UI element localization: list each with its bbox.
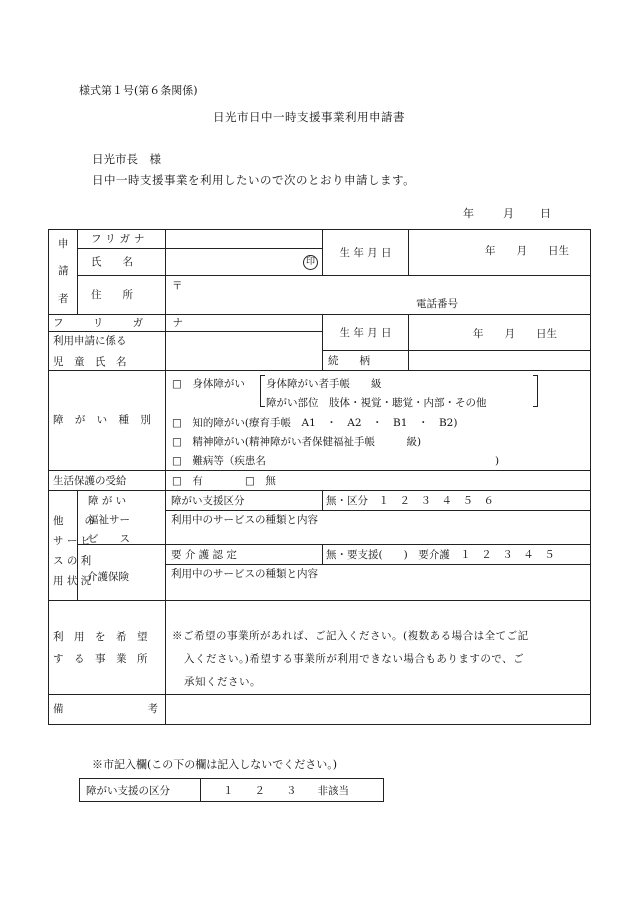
office-use-note: ※市記入欄(この下の欄は記入しないでください。)	[92, 758, 338, 771]
mental-checkbox[interactable]: □ 精神障がい(精神障がい者保健福祉手帳 級)	[172, 436, 422, 448]
page-title: 日光市日中一時支援事業利用申請書	[213, 110, 405, 124]
seal-mark: 印	[303, 255, 318, 270]
bracket-left	[260, 375, 265, 407]
applicant-furigana-field[interactable]	[166, 230, 323, 249]
disability-type-label: 障 が い 種 別	[49, 371, 166, 471]
disability-type-options	[166, 371, 591, 471]
date-month: 月	[503, 207, 514, 220]
intractable-close: )	[495, 455, 500, 467]
applicant-birth-field[interactable]: 年 月 日生	[409, 230, 591, 276]
welfare-yes-checkbox[interactable]: □ 有	[172, 475, 203, 487]
applicant-furigana-label: フリガナ	[78, 230, 166, 249]
support-category-label: 障がい支援区分	[166, 491, 323, 511]
applicant-name-label: 氏 名	[78, 249, 166, 276]
phone-label: 電話番号	[416, 298, 458, 310]
applicant-address-label: 住 所	[78, 276, 166, 315]
child-birth-field[interactable]: 年 月 日生	[409, 315, 591, 351]
addressee: 日光市長 様	[92, 152, 161, 166]
applicant-birth-label: 生 年 月 日	[323, 230, 409, 276]
postal-mark: 〒	[172, 280, 183, 292]
physical-book-grade: 身体障がい者手帳 級	[266, 378, 382, 390]
child-relation-label: 続 柄	[323, 351, 409, 371]
welfare-services-field[interactable]: 利用中のサービスの種類と内容	[166, 511, 591, 545]
child-name-field[interactable]	[166, 332, 323, 371]
desired-provider-label: 利 用 を 希 望 す る 事 業 所	[49, 601, 166, 695]
welfare-no-checkbox[interactable]: □ 無	[245, 475, 276, 487]
other-services-label: 他 の サ ー ビ ス の 利 用 状 況	[49, 491, 78, 601]
remarks-label: 備 考	[49, 695, 166, 725]
desired-provider-field[interactable]: ※ご希望の事業所があれば、ご記入ください。(複数ある場合は全てご記 入ください。)希望する事業所が利用できない場合もありますので、ご 承知ください。	[166, 601, 591, 695]
intro-text: 日中一時支援事業を利用したいので次のとおり申請します。	[92, 173, 416, 187]
care-services-field[interactable]: 利用中のサービスの種類と内容	[166, 565, 591, 601]
physical-parts: 障がい部位 肢体・視覚・聴覚・内部・その他	[266, 397, 487, 409]
child-furigana-field[interactable]	[166, 315, 323, 332]
disability-welfare-label: 障 が い 福祉サー ビ ス	[78, 491, 166, 545]
applicant-side-label: 申 請 者	[49, 230, 78, 315]
child-birth-label: 生 年 月 日	[323, 315, 409, 351]
office-use-table	[79, 778, 384, 802]
remarks-field[interactable]	[166, 695, 591, 725]
child-relation-field[interactable]	[409, 351, 591, 371]
care-insurance-label: 介護保険	[78, 545, 166, 601]
applicant-address-field[interactable]	[166, 276, 591, 315]
care-cert-label: 要 介 護 認 定	[166, 545, 323, 565]
intellectual-checkbox[interactable]: □ 知的障がい(療育手帳 A1 ・ A2 ・ B1 ・ B2)	[172, 417, 458, 429]
support-level-label: 障がい支援の区分	[80, 779, 201, 802]
support-level-options: １ ２ ３ 非該当	[201, 779, 384, 802]
physical-checkbox[interactable]: □ 身体障がい	[172, 378, 245, 390]
welfare-options	[166, 471, 591, 491]
care-cert-options[interactable]: 無・要支援( ) 要介護 １ ２ ３ ４ ５	[323, 545, 591, 565]
support-category-options[interactable]: 無・区分 １ ２ ３ ４ ５ ６	[323, 491, 591, 511]
applicant-name-field[interactable]	[166, 249, 323, 276]
date-year: 年	[463, 207, 474, 220]
child-name-label: 利用申請に係る 児 童 氏 名	[49, 332, 166, 371]
form-number: 様式第１号(第６条関係)	[79, 84, 198, 97]
welfare-label: 生活保護の受給	[49, 471, 166, 491]
intractable-checkbox[interactable]: □ 難病等（疾患名	[172, 455, 266, 467]
application-form-table	[48, 229, 591, 725]
child-furigana-label: フ リ ガ ナ	[49, 315, 166, 332]
date-day: 日	[540, 207, 551, 220]
bracket-right	[533, 375, 538, 407]
